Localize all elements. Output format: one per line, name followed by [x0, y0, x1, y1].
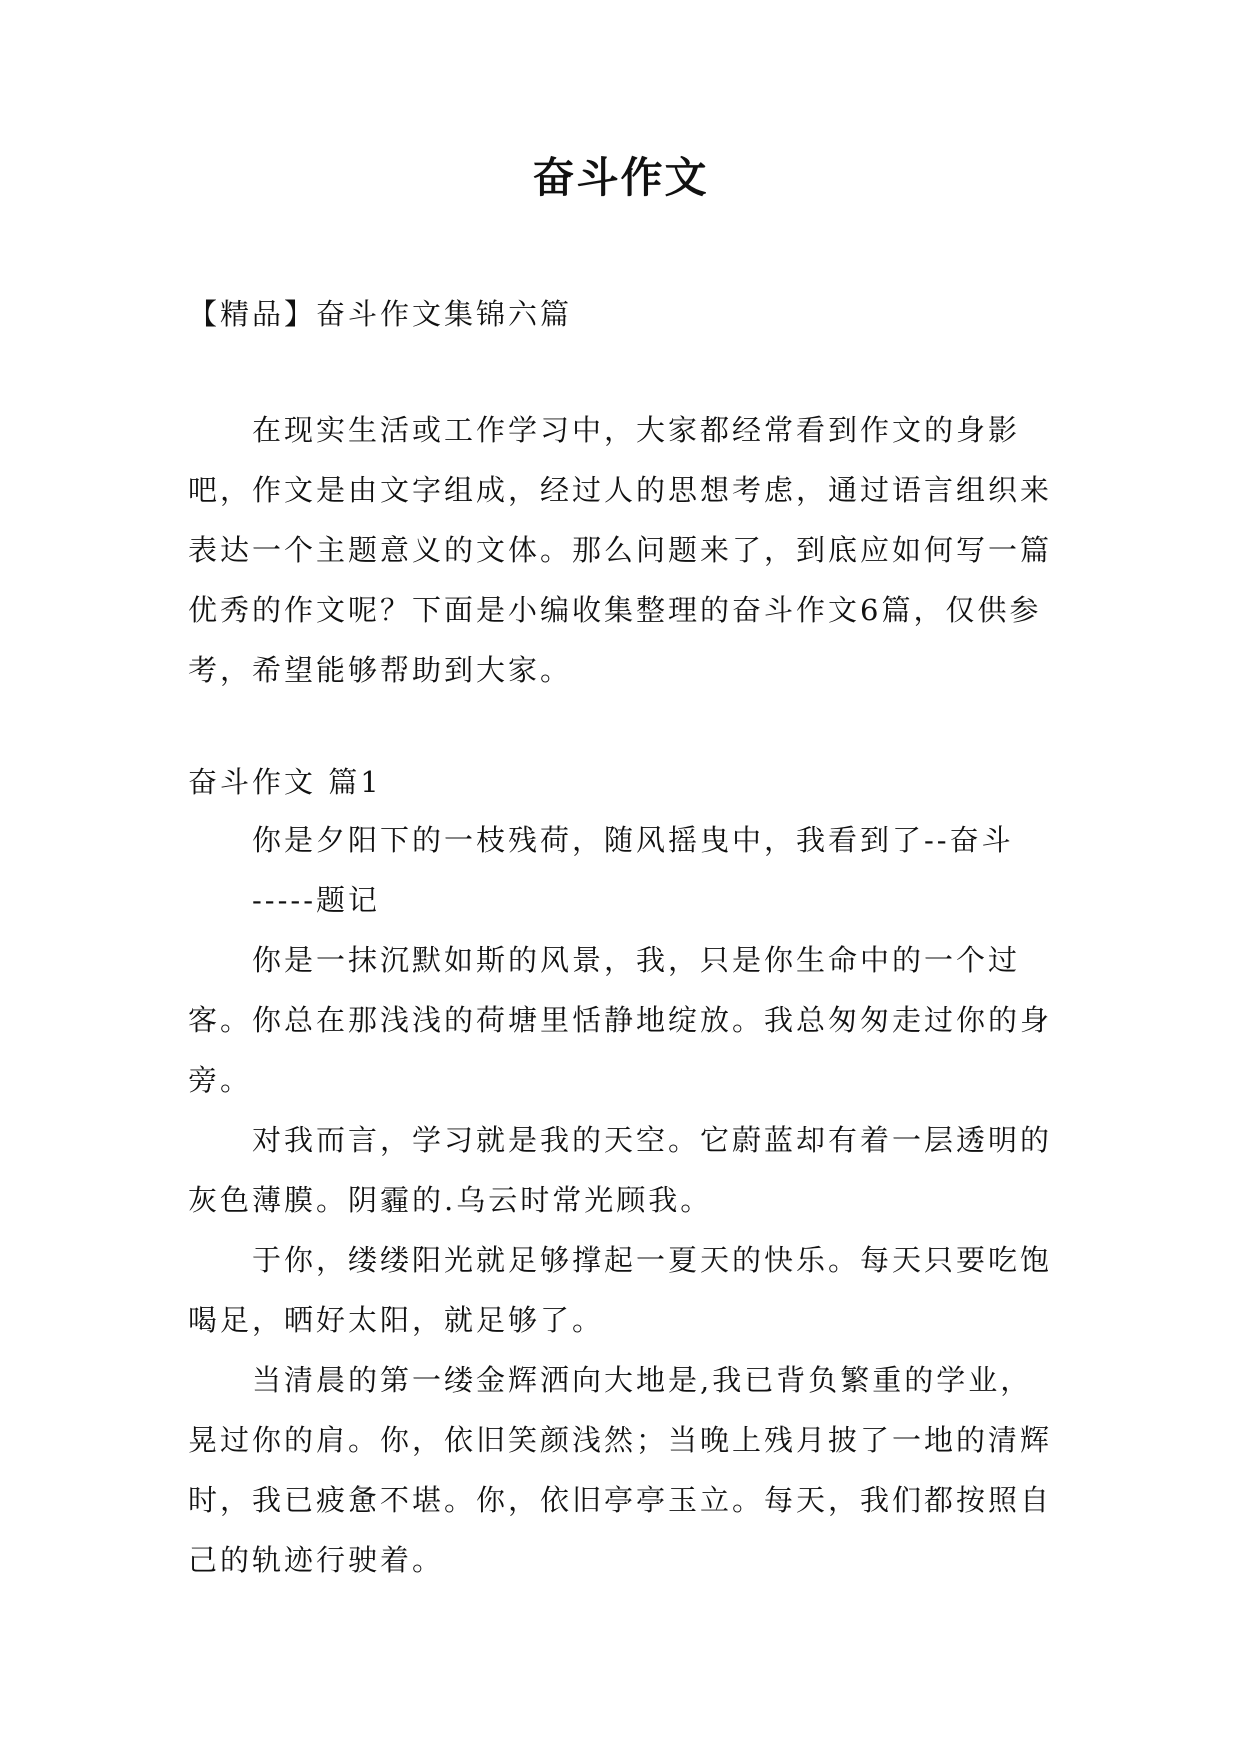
- essay-paragraph: 你是夕阳下的一枝残荷，随风摇曳中，我看到了--奋斗: [252, 823, 1014, 857]
- essay-body: [188, 810, 1058, 1590]
- document-subtitle: 【精品】奋斗作文集锦六篇: [188, 297, 573, 331]
- intro-paragraph: 在现实生活或工作学习中，大家都经常看到作文的身影吧，作文是由文字组成，经过人的思想考虑，通过语言组织来表达一个主题意义的文体。那么问题来了，到底应如何写一篇优秀的作文呢？下面是小编收集整理的奋斗作文6篇，仅供参考，希望能够帮助到大家。: [188, 413, 1053, 687]
- essay-paragraph: 对我而言，学习就是我的天空。它蔚蓝却有着一层透明的灰色薄膜。阴霾的.乌云时常光顾我。: [188, 1123, 1053, 1217]
- epigraph-note: -----题记: [252, 883, 380, 917]
- essay-paragraph: 于你，缕缕阳光就足够撑起一夏天的快乐。每天只要吃饱喝足，晒好太阳，就足够了。: [188, 1243, 1053, 1337]
- section-heading: 奋斗作文 篇1: [188, 765, 382, 799]
- document-title: 奋斗作文: [532, 153, 709, 202]
- essay-paragraph: 当清晨的第一缕金辉洒向大地是,我已背负繁重的学业，晃过你的肩。你，依旧笑颜浅然；当晚上残月披了一地的清辉时，我已疲惫不堪。你，依旧亭亭玉立。每天，我们都按照自己的轨迹行驶着。: [188, 1363, 1053, 1577]
- essay-paragraph: 你是一抹沉默如斯的风景，我，只是你生命中的一个过客。你总在那浅浅的荷塘里恬静地绽放。我总匆匆走过你的身旁。: [188, 943, 1053, 1097]
